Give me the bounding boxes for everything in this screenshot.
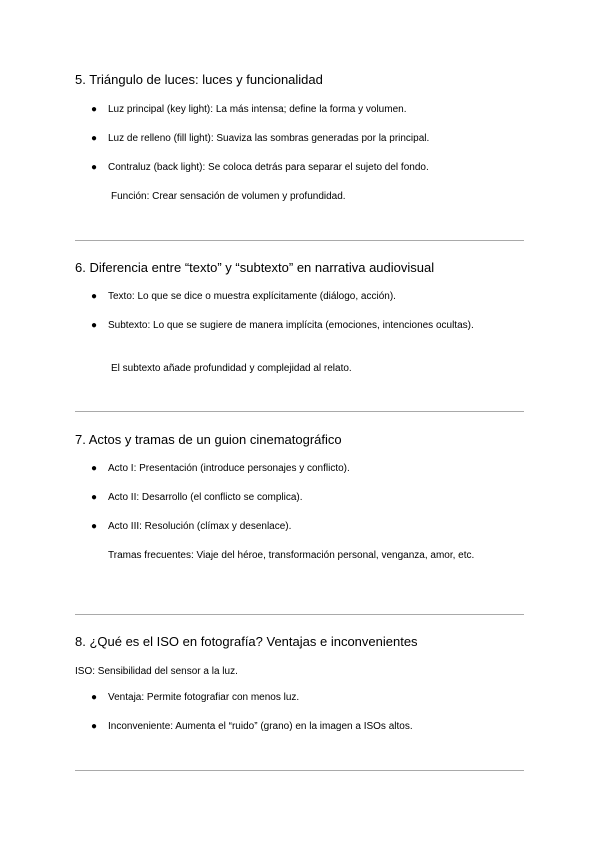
bullet-list <box>75 520 525 533</box>
list-item: ● Ventaja: Permite fotografiar con menos luz. <box>91 692 300 703</box>
section-6 <box>75 260 525 276</box>
bullet-icon: ● <box>91 291 98 302</box>
section-5 <box>75 72 525 88</box>
bullet-icon: ● <box>91 692 98 703</box>
bullet-list <box>75 319 505 332</box>
section-intro: ISO: Sensibilidad del sensor a la luz. <box>75 666 238 677</box>
section-title: 5. Triángulo de luces: luces y funcionalidad <box>75 72 323 87</box>
section-note: Tramas frecuentes: Viaje del héroe, transformación personal, venganza, amor, etc. <box>108 550 475 561</box>
list-item: ● Acto I: Presentación (introduce personajes y conflicto). <box>91 463 350 474</box>
section-title: 7. Actos y tramas de un guion cinematográfico <box>75 432 342 447</box>
bullet-icon: ● <box>91 162 98 173</box>
section-divider <box>75 614 524 615</box>
list-item: ● Acto II: Desarrollo (el conflicto se complica). <box>91 492 303 503</box>
bullet-list <box>75 103 525 116</box>
bullet-icon: ● <box>91 492 98 503</box>
bullet-icon: ● <box>91 463 98 474</box>
list-item: ● Luz principal (key light): La más intensa; define la forma y volumen. <box>91 104 407 115</box>
bullet-icon: ● <box>91 320 98 331</box>
section-7 <box>75 432 525 448</box>
bullet-list <box>75 691 525 704</box>
section-note: El subtexto añade profundidad y complejidad al relato. <box>111 363 352 374</box>
bullet-list <box>75 290 525 303</box>
section-title: 6. Diferencia entre “texto” y “subtexto” en narrativa audiovisual <box>75 260 435 275</box>
section-8 <box>75 634 525 650</box>
bullet-icon: ● <box>91 521 98 532</box>
list-item: ● Acto III: Resolución (clímax y desenlace). <box>91 521 292 532</box>
section-note: Función: Crear sensación de volumen y profundidad. <box>111 191 346 202</box>
list-item: ● Texto: Lo que se dice o muestra explícitamente (diálogo, acción). <box>91 291 396 302</box>
bullet-icon: ● <box>91 721 98 732</box>
list-item: ● Inconveniente: Aumenta el “ruido” (grano) en la imagen a ISOs altos. <box>91 721 413 732</box>
section-divider <box>75 411 524 412</box>
bullet-list <box>75 720 525 733</box>
bullet-icon: ● <box>91 104 98 115</box>
bullet-list <box>75 462 525 475</box>
section-divider <box>75 240 524 241</box>
list-item: ● Subtexto: Lo que se sugiere de manera implícita (emociones, intenciones ocultas). <box>91 320 474 331</box>
bullet-list <box>75 491 525 504</box>
bullet-list <box>75 132 525 145</box>
section-title: 8. ¿Qué es el ISO en fotografía? Ventajas e inconvenientes <box>75 634 418 649</box>
bullet-list <box>75 161 525 174</box>
bullet-icon: ● <box>91 133 98 144</box>
list-item: ● Contraluz (back light): Se coloca detrás para separar el sujeto del fondo. <box>91 162 429 173</box>
list-item: ● Luz de relleno (fill light): Suaviza las sombras generadas por la principal. <box>91 133 430 144</box>
section-divider <box>75 770 524 771</box>
